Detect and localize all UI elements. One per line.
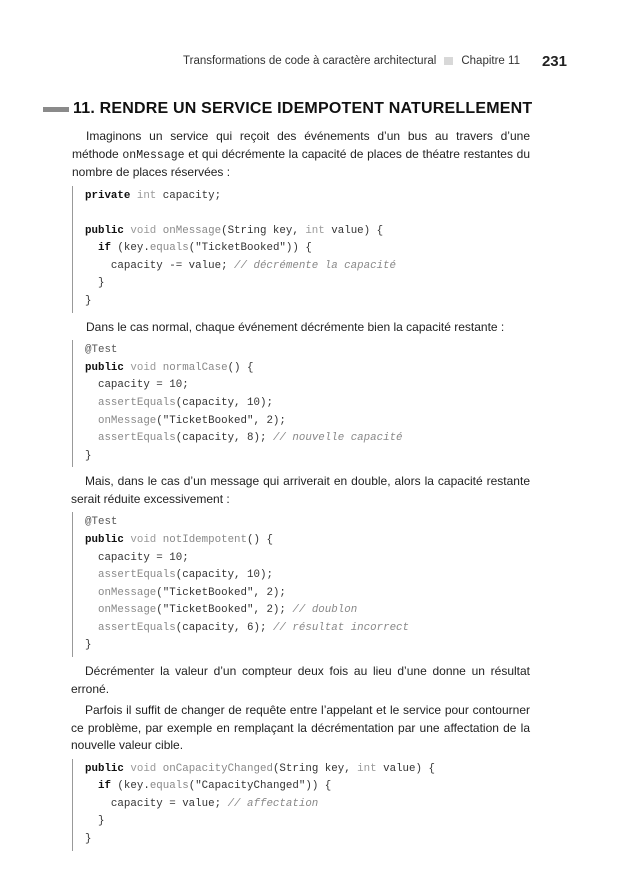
code-line: public void onCapacityChanged(String key, int value) { [85, 762, 435, 775]
code-line-blank [85, 205, 530, 223]
inline-code-onmessage: onMessage [122, 148, 185, 162]
paragraph-intro [72, 128, 530, 182]
paragraph-intro-text-b: et qui décrémente la capacité de places de théatre restantes du nombre de places réservées : [72, 146, 530, 179]
running-header [183, 50, 567, 72]
heading-bar [43, 107, 69, 112]
code-line: onMessage("TicketBooked", 2); [97, 586, 286, 599]
page-number: 231 [541, 52, 567, 70]
code-line: capacity -= value; // décrémente la capacité [110, 259, 397, 272]
code-line: } [85, 449, 92, 462]
paragraph-normal-case: Dans le cas normal, chaque événement décrémente bien la capacité restante : [86, 319, 505, 334]
code-block-not-idempotent [72, 512, 530, 657]
code-line: } [97, 815, 105, 828]
code-line: public void onMessage(String key, int value) { [85, 224, 384, 237]
code-line: assertEquals(capacity, 10); [97, 396, 273, 409]
section-title: 11. RENDRE UN SERVICE IDEMPOTENT NATURELLEMENT [73, 100, 533, 117]
code-block-normal-case [72, 340, 530, 467]
code-line: } [97, 277, 105, 290]
code-line: onMessage("TicketBooked", 2); [97, 414, 286, 427]
code-line: assertEquals(capacity, 6); // résultat incorrect [97, 621, 410, 634]
section-heading [43, 100, 532, 118]
code-line: } [85, 639, 92, 652]
page-body [72, 128, 530, 857]
code-line: assertEquals(capacity, 10); [97, 569, 273, 582]
code-line: } [85, 832, 92, 845]
code-line: capacity = 10; [97, 379, 189, 392]
code-line: @Test [85, 344, 118, 357]
code-line: if (key.equals("CapacityChanged")) { [97, 780, 332, 793]
paragraph-workaround: Parfois il suffit de changer de requête entre l’appelant et le service pour contourner ce problème, par exemple en remplaçant la décrémentation par une affectation de la nouvelle valeur cible. [71, 703, 530, 753]
paragraph-intro-text-a: Imaginons un service qui reçoit des événements d’un bus au travers d’une méthode [72, 129, 530, 161]
paragraph-double-message: Mais, dans le cas d’un message qui arriverait en double, alors la capacité restante serait réduite excessivement : [71, 474, 530, 506]
code-line: capacity = value; // affectation [110, 797, 319, 810]
code-line: private int capacity; [85, 189, 222, 202]
code-block-service [72, 186, 530, 313]
chapter-label: Chapitre 11 [461, 55, 520, 67]
running-title: Transformations de code à caractère architectural [183, 55, 437, 67]
paragraph-wrong-result: Décrémenter la valeur d’un compteur deux fois au lieu d’une donne un résultat erroné. [71, 664, 530, 696]
code-line: public void normalCase() { [85, 361, 254, 374]
code-block-capacity-changed [72, 759, 530, 851]
header-separator [444, 57, 453, 65]
code-line: if (key.equals("TicketBooked")) { [97, 242, 312, 255]
code-line: onMessage("TicketBooked", 2); // doublon [97, 604, 358, 617]
code-line: @Test [85, 516, 118, 529]
code-line: capacity = 10; [97, 551, 189, 564]
code-line: assertEquals(capacity, 8); // nouvelle capacité [97, 432, 403, 445]
code-line: public void notIdempotent() { [85, 533, 273, 546]
code-line: } [85, 295, 92, 308]
